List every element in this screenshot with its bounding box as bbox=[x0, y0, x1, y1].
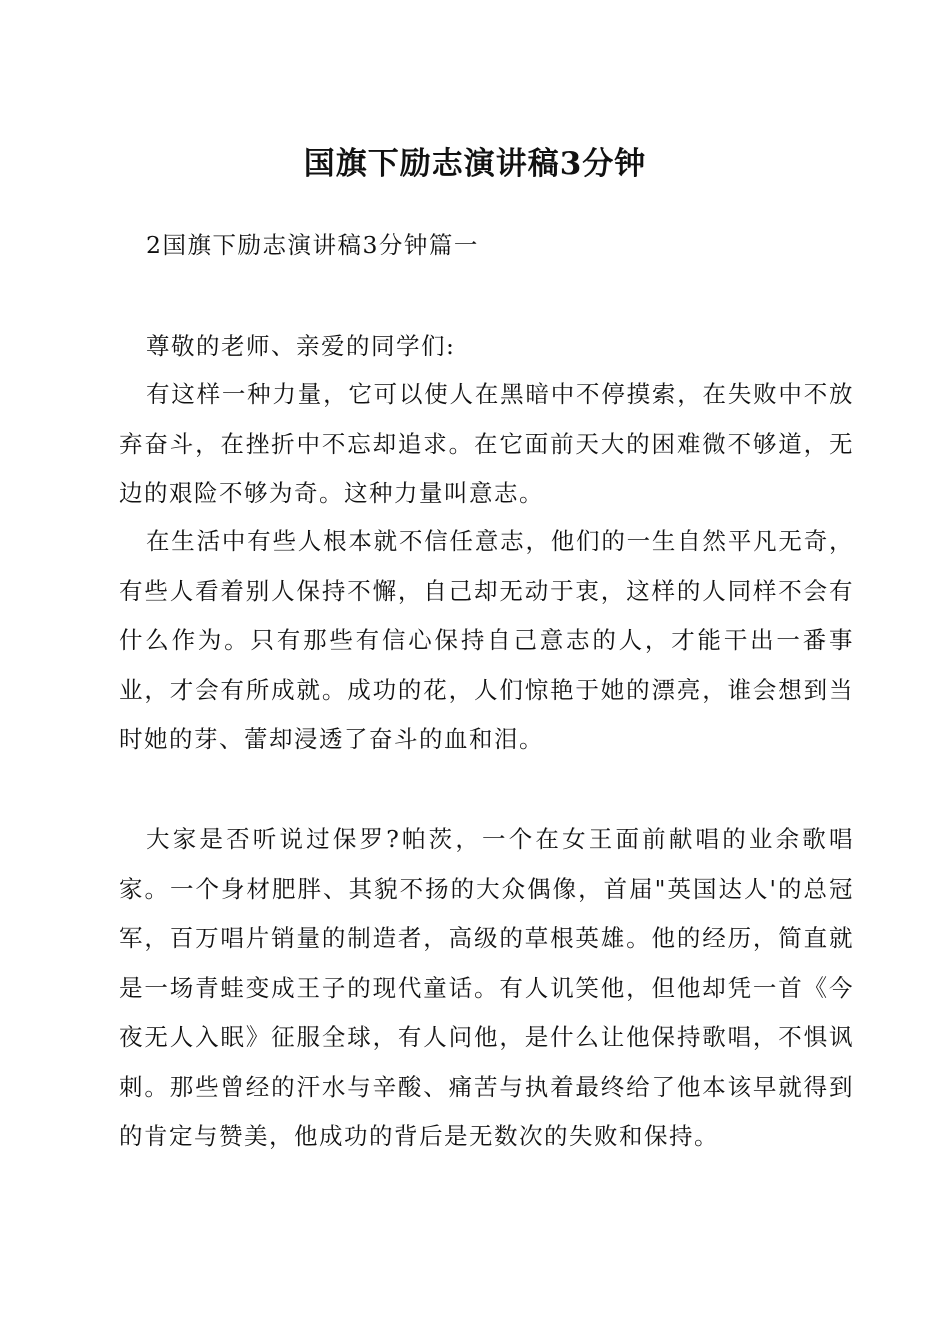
paragraph-3: 大家是否听说过保罗?帕茨，一个在女王面前献唱的业余歌唱家。一个身材肥胖、其貌不扬的大众偶像，首届"英国达人'的总冠军，百万唱片销量的制造者，高级的草根英雄。他的经历，简直就是一场青蛙变成王子的现代童话。有人讥笑他，但他却凭一首《今夜无人入眠》征服全球，有人问他，是什么让他保持歌唱，不惧讽刺。那些曾经的汗水与辛酸、痛苦与执着最终给了他本该早就得到的肯定与赞美，他成功的背后是无数次的失败和保持。 bbox=[119, 825, 854, 1150]
paragraph-1: 有这样一种力量，它可以使人在黑暗中不停摸索，在失败中不放弃奋斗，在挫折中不忘却追求。在它面前天大的困难微不够道，无边的艰险不够为奇。这种力量叫意志。 bbox=[119, 380, 854, 507]
greeting-line: 尊敬的老师、亲爱的同学们: bbox=[146, 332, 456, 360]
section-heading: 2国旗下励志演讲稿3分钟篇一 bbox=[146, 231, 479, 259]
document-title: 国旗下励志演讲稿3分钟 bbox=[303, 146, 647, 182]
paragraph-2: 在生活中有些人根本就不信任意志，他们的一生自然平凡无奇，有些人看着别人保持不懈，自己却无动于衷，这样的人同样不会有什么作为。只有那些有信心保持自己意志的人，才能干出一番事业，才会有所成就。成功的花，人们惊艳于她的漂亮，谁会想到当时她的芽、蕾却浸透了奋斗的血和泪。 bbox=[119, 527, 854, 753]
